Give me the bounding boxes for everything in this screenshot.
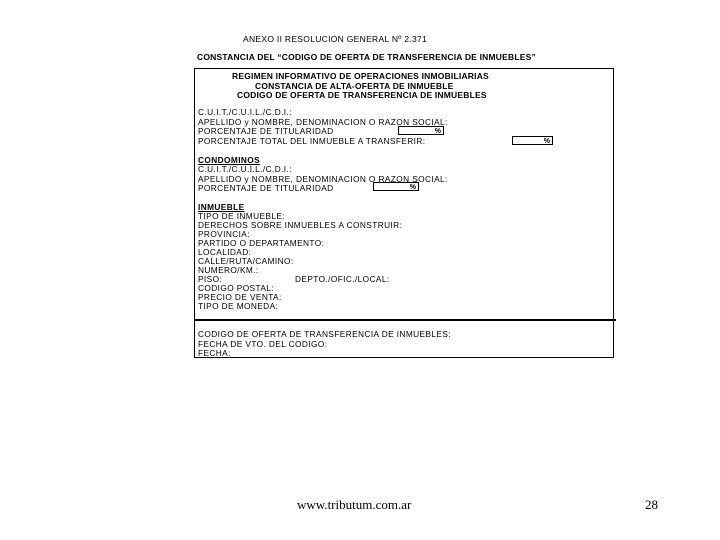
titular-porcentaje-label: PORCENTAJE DE TITULARIDAD (198, 126, 334, 136)
piso-label: PISO: (198, 274, 223, 284)
fecha-label: FECHA: (198, 348, 231, 358)
titular-nombre-label: APELLIDO y NOMBRE, DENOMINACION O RAZON SOCIAL: (198, 117, 448, 127)
porcentaje-total-box: % (512, 136, 553, 145)
fecha-vto-label: FECHA DE VTO. DEL CODIGO: (198, 339, 328, 349)
box-header-line-2: CONSTANCIA DE ALTA-OFERTA DE INMUEBLE (255, 81, 454, 91)
titular-porcentaje-box: % (398, 126, 444, 135)
titular-porcentaje-total-label: PORCENTAJE TOTAL DEL INMUEBLE A TRANSFERIR: (198, 136, 426, 146)
codigo-oferta-label: CODIGO DE OFERTA DE TRANSFERENCIA DE INMUEBLES: (198, 329, 451, 339)
box-header-line-1: REGIMEN INFORMATIVO DE OPERACIONES INMOBILIARIAS (232, 71, 489, 81)
condominos-heading: CONDOMINOS (198, 155, 261, 165)
derechos-label: DERECHOS SOBRE INMUEBLES A CONSTRUIR: (198, 220, 403, 230)
constancia-title: CONSTANCIA DEL “CODIGO DE OFERTA DE TRANSFERENCIA DE INMUEBLES” (197, 52, 536, 62)
numero-label: NUMERO/KM.: (198, 265, 259, 275)
precio-label: PRECIO DE VENTA: (198, 292, 282, 302)
tipo-inmueble-label: TIPO DE INMUEBLE: (198, 211, 286, 221)
moneda-label: TIPO DE MONEDA: (198, 301, 279, 311)
condominos-cuit-label: C.U.I.T./C.U.I.L./C.D.I.: (198, 164, 292, 174)
inmueble-heading: INMUEBLE (198, 202, 245, 212)
depto-label: DEPTO./OFIC./LOCAL: (295, 274, 390, 284)
provincia-label: PROVINCIA: (198, 229, 250, 239)
page-number: 28 (645, 497, 658, 512)
section-divider (194, 319, 616, 321)
condominos-nombre-label: APELLIDO y NOMBRE, DENOMINACION O RAZON SOCIAL: (198, 174, 448, 184)
localidad-label: LOCALIDAD: (198, 247, 252, 257)
condominos-porcentaje-box: % (373, 182, 419, 191)
calle-label: CALLE/RUTA/CAMINO: (198, 256, 294, 266)
footer-url: www.tributum.com.ar (297, 497, 412, 512)
condominos-porcentaje-label: PORCENTAJE DE TITULARIDAD (198, 183, 334, 193)
box-header-line-3: CODIGO DE OFERTA DE TRANSFERENCIA DE INMUEBLES (237, 90, 487, 100)
codigo-postal-label: CODIGO POSTAL: (198, 283, 274, 293)
annex-title: ANEXO II RESOLUCION GENERAL Nº 2.371 (243, 34, 428, 44)
partido-label: PARTIDO O DEPARTAMENTO: (198, 238, 325, 248)
titular-cuit-label: C.U.I.T./C.U.I.L./C.D.I.: (198, 107, 292, 117)
